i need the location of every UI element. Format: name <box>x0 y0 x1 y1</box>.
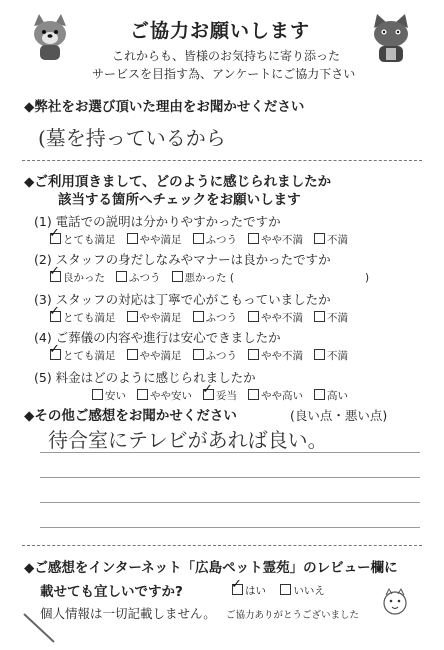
cat-illustration-icon <box>368 12 414 64</box>
question-1-options <box>50 232 359 247</box>
question-2-option[interactable]: ✓良かった <box>50 272 105 284</box>
question-3-option[interactable]: ✓とても満足 <box>50 312 116 324</box>
consent-divider <box>22 545 422 546</box>
checkbox[interactable] <box>127 311 138 322</box>
question-4-option[interactable]: ✓とても満足 <box>50 350 116 362</box>
question-4-option[interactable]: ふつう <box>193 350 238 362</box>
question-1-option[interactable]: やや不満 <box>248 234 303 246</box>
impressions-answer[interactable]: 待合室にテレビがあれば良い。 <box>48 428 328 452</box>
writing-line-4 <box>40 527 420 528</box>
question-1-label: (1) 電話での説明は分かりやすかったですか <box>34 214 281 229</box>
question-2-options <box>50 270 369 285</box>
question-1-option[interactable]: ふつう <box>193 234 238 246</box>
question-2-label: (2) スタッフの身だしなみやマナーは良かったですか <box>34 252 331 267</box>
checkbox[interactable] <box>50 271 61 282</box>
consent-no[interactable]: いいえ <box>280 585 325 597</box>
consent-no-checkbox[interactable] <box>280 584 291 595</box>
checkbox[interactable] <box>203 389 214 400</box>
question-3-option[interactable]: ふつう <box>193 312 238 324</box>
question-3-option[interactable]: やや満足 <box>127 312 182 324</box>
checkbox[interactable] <box>127 349 138 360</box>
checkbox[interactable] <box>248 311 259 322</box>
question-5-option[interactable]: ✓ 妥当 <box>203 390 237 402</box>
question-5-option[interactable]: やや安い <box>137 390 192 402</box>
writing-line-3 <box>40 502 420 503</box>
reason-answer[interactable]: (墓を持っているから <box>38 126 226 150</box>
question-5-option[interactable]: 安い <box>92 390 126 402</box>
question-5-options <box>92 388 359 403</box>
question-1-option[interactable]: ✓とても満足 <box>50 234 116 246</box>
checkbox[interactable] <box>248 349 259 360</box>
checkbox[interactable] <box>314 311 325 322</box>
checkbox[interactable] <box>314 233 325 244</box>
question-3-label: (3) スタッフの対応は丁寧で心がこもっていましたか <box>34 292 331 307</box>
checkbox[interactable] <box>193 311 204 322</box>
question-4-options <box>50 348 359 363</box>
checkbox[interactable] <box>50 349 61 360</box>
checkbox[interactable] <box>193 349 204 360</box>
question-2-option[interactable]: ふつう <box>116 272 161 284</box>
question-4-label: (4) ご葬儀の内容や進行は安心できましたか <box>34 330 281 345</box>
checkbox[interactable] <box>50 233 61 244</box>
consent-line-2: 載せても宜しいですか? <box>40 584 183 600</box>
checkbox[interactable] <box>127 233 138 244</box>
question-5-label: (5) 料金はどのように感じられましたか <box>34 370 256 385</box>
writing-line-2 <box>40 477 420 478</box>
question-2-option[interactable]: 悪かった ( <box>172 272 234 284</box>
page-title: ご協力お願いします <box>130 20 311 42</box>
checkbox[interactable] <box>92 389 103 400</box>
question-5-option[interactable]: 高い <box>314 390 348 402</box>
checkbox[interactable] <box>116 271 127 282</box>
question-3-options <box>50 310 359 325</box>
impressions-hint: (良い点・悪い点) <box>290 408 388 423</box>
intro-line-1: これからも、皆様のお気持ちに寄り添った <box>112 49 341 63</box>
consent-options <box>232 583 336 598</box>
consent-line-1: ◆ご感想をインターネット「広島ペット霊苑」のレビュー欄に <box>24 560 398 576</box>
usage-heading-line-2: 該当する箇所へチェックをお願いします <box>58 192 301 208</box>
consent-yes[interactable]: ✓ はい <box>232 585 266 597</box>
question-2-suffix: ) <box>364 272 370 284</box>
checkbox[interactable] <box>172 271 183 282</box>
question-1-option[interactable]: やや満足 <box>127 234 182 246</box>
privacy-note: 個人情報は一切記載しません。 <box>40 606 216 621</box>
reason-divider <box>22 160 422 161</box>
checkbox[interactable] <box>314 349 325 360</box>
question-3-option[interactable]: 不満 <box>314 312 348 324</box>
question-4-option[interactable]: やや不満 <box>248 350 303 362</box>
question-4-option[interactable]: やや満足 <box>127 350 182 362</box>
question-3-option[interactable]: やや不満 <box>248 312 303 324</box>
thanks-note: ご協力ありがとうございました <box>226 610 360 621</box>
question-5-option[interactable]: やや高い <box>248 390 303 402</box>
checkbox[interactable] <box>193 233 204 244</box>
checkbox[interactable] <box>248 233 259 244</box>
intro-line-2: サービスを目指す為、アンケートにご協力下さい <box>92 67 356 81</box>
checkbox[interactable] <box>248 389 259 400</box>
question-4-option[interactable]: 不満 <box>314 350 348 362</box>
impressions-heading: ◆その他ご感想をお聞かせください <box>24 408 237 424</box>
checkbox[interactable] <box>137 389 148 400</box>
checkbox[interactable] <box>50 311 61 322</box>
reason-heading: ◆弊社をお選び頂いた理由をお聞かせください <box>24 99 305 115</box>
usage-heading-line-1: ◆ご利用頂きまして、どのように感じられましたか <box>24 174 332 190</box>
question-1-option[interactable]: 不満 <box>314 234 348 246</box>
checkbox[interactable] <box>314 389 325 400</box>
writing-line-1 <box>40 452 420 453</box>
pen-mark <box>20 610 60 646</box>
dog-illustration-icon <box>28 12 72 62</box>
pet-face-icon <box>380 586 410 618</box>
consent-yes-checkbox[interactable] <box>232 584 243 595</box>
